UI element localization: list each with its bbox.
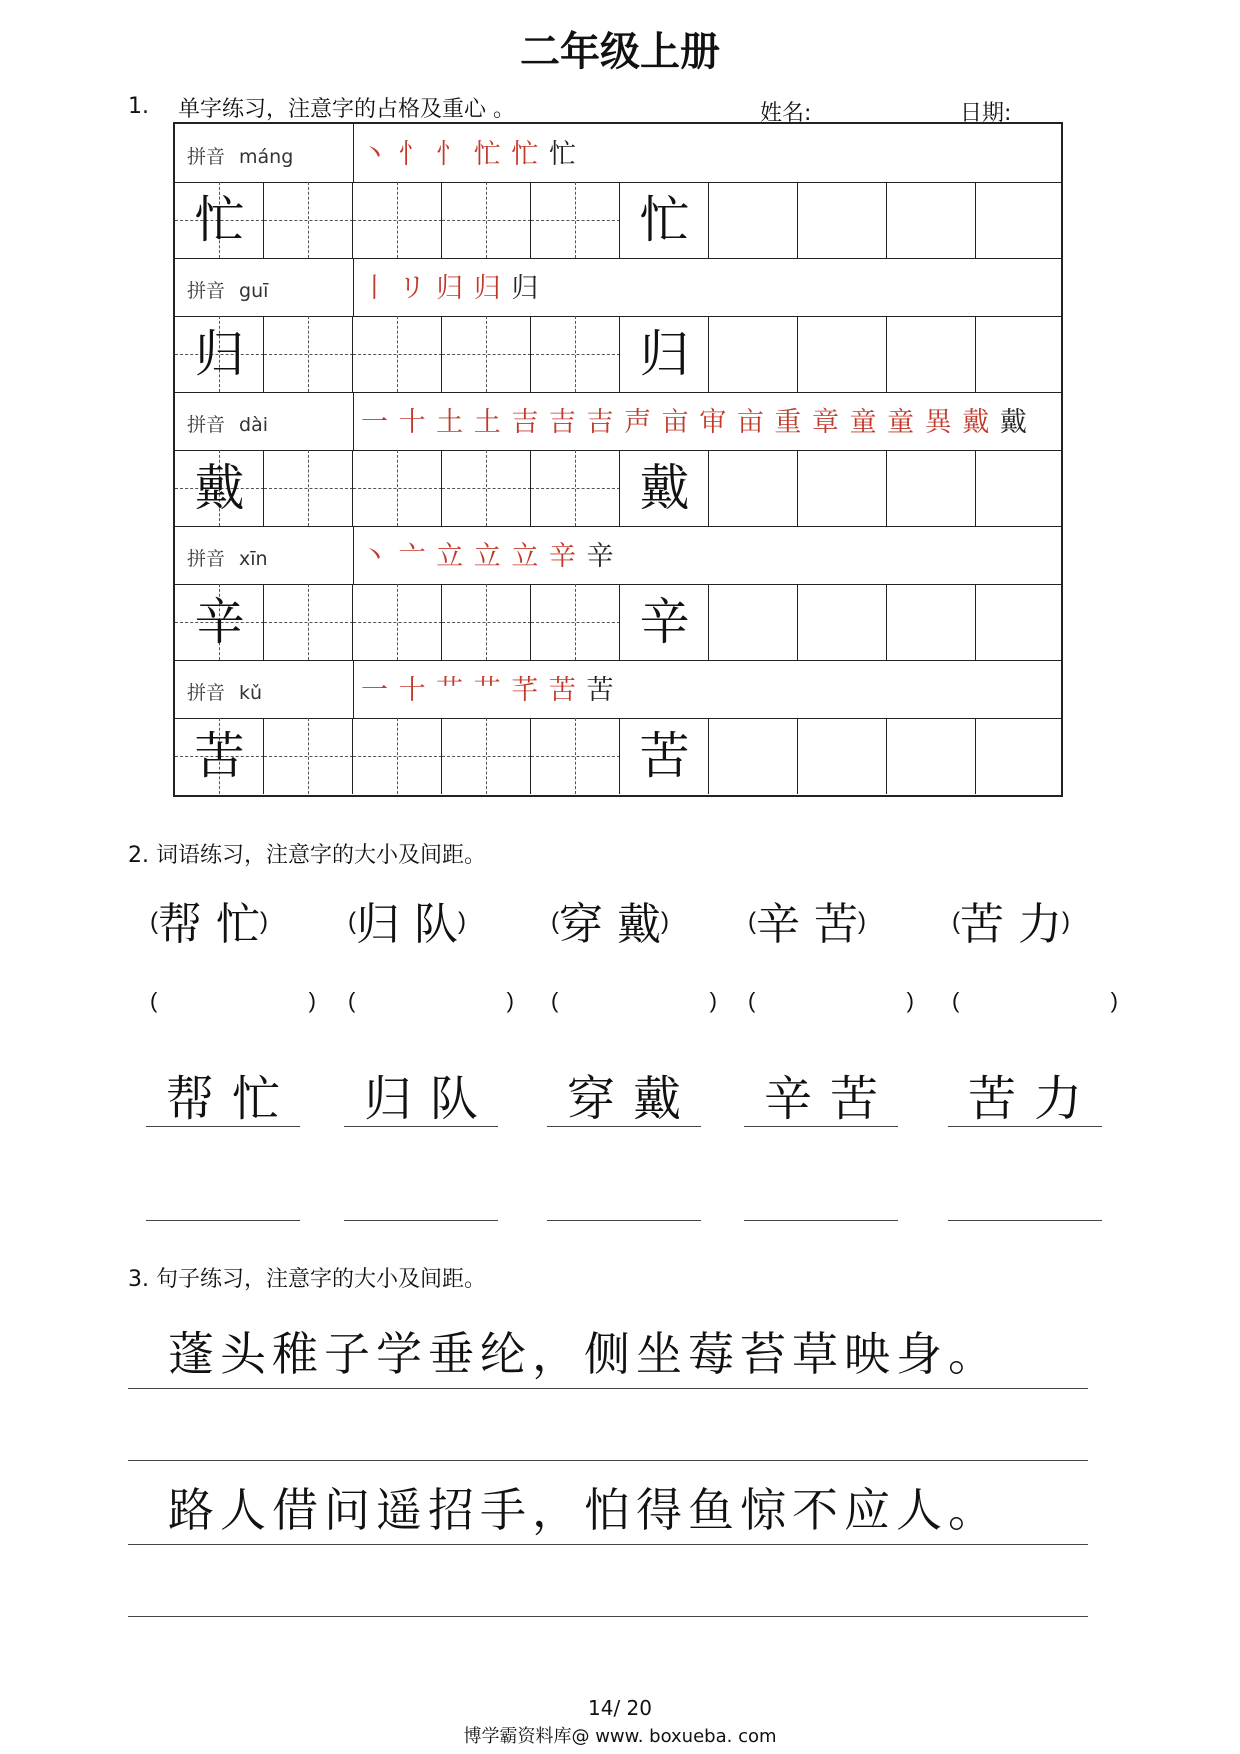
page-number: 14/ 20 <box>588 1696 652 1720</box>
writing-cell[interactable] <box>976 182 1065 258</box>
close-paren: ) <box>709 988 717 1013</box>
guide-horizontal <box>531 220 620 221</box>
guide-horizontal <box>353 756 442 757</box>
pinyin-divider <box>353 258 354 316</box>
stroke-order <box>361 668 615 707</box>
model-character-cell <box>620 316 709 392</box>
word-char-1: 穿 <box>567 1071 634 1127</box>
writing-cell[interactable] <box>264 718 353 794</box>
open-paren: ( <box>150 988 158 1013</box>
word-char-2: 戴 <box>617 899 661 950</box>
sentence-model: 蓬头稚子学垂纶，侧坐莓苔草映身。 <box>168 1327 1000 1381</box>
word-char-2: 力 <box>1034 1071 1101 1127</box>
model-character-cell <box>175 584 264 660</box>
writing-cell[interactable] <box>887 584 976 660</box>
section2-instruction: 2. 词语练习，注意字的大小及间距。 <box>128 843 486 868</box>
writing-cell[interactable] <box>709 450 798 526</box>
writing-cell[interactable] <box>531 182 620 258</box>
writing-cell[interactable] <box>353 316 442 392</box>
writing-cell[interactable] <box>264 182 353 258</box>
writing-cell[interactable] <box>887 718 976 794</box>
pinyin-divider <box>353 660 354 718</box>
pinyin-label <box>187 410 268 437</box>
close-paren: ) <box>661 908 669 935</box>
word-char-2: 忙 <box>216 899 260 950</box>
writing-cell[interactable] <box>353 182 442 258</box>
character-row <box>175 584 1061 661</box>
writing-cell[interactable] <box>442 450 531 526</box>
model-character: 苦 <box>639 727 690 785</box>
writing-cell[interactable] <box>798 718 887 794</box>
word-writing-line[interactable] <box>547 1126 701 1127</box>
model-character: 忙 <box>194 191 245 249</box>
open-paren: ( <box>748 908 756 935</box>
pinyin-row <box>175 392 1061 451</box>
model-character-cell <box>175 316 264 392</box>
sentence-model: 路人借问遥招手，怕得鱼惊不应人。 <box>168 1483 1000 1537</box>
word-copy <box>567 1060 699 1129</box>
stroke-order <box>361 266 539 305</box>
model-character-cell <box>620 450 709 526</box>
section3-instruction: 3. 句子练习，注意字的大小及间距。 <box>128 1267 486 1292</box>
word-writing-line[interactable] <box>948 1126 1102 1127</box>
pinyin-label <box>187 678 262 705</box>
model-character: 苦 <box>194 727 245 785</box>
writing-cell[interactable] <box>976 316 1065 392</box>
word-model <box>748 888 866 952</box>
open-paren: ( <box>150 908 158 935</box>
guide-horizontal <box>531 488 620 489</box>
guide-horizontal <box>442 622 531 623</box>
pinyin-blank[interactable] <box>150 988 316 1014</box>
close-paren: ) <box>458 908 466 935</box>
pinyin-text: xīn <box>239 548 268 570</box>
open-paren: ( <box>348 908 356 935</box>
close-paren: ) <box>1062 908 1070 935</box>
word-model <box>150 888 268 952</box>
stroke-final: 辛 <box>586 541 615 572</box>
word-writing-line[interactable] <box>344 1220 498 1221</box>
character-row <box>175 450 1061 527</box>
writing-cell[interactable] <box>264 316 353 392</box>
writing-cell[interactable] <box>709 316 798 392</box>
pinyin-prefix: 拼音 <box>187 280 226 302</box>
pinyin-blank[interactable] <box>748 988 914 1014</box>
model-character: 辛 <box>639 593 690 651</box>
pinyin-text: dài <box>239 414 268 436</box>
word-char-1: 苦 <box>960 899 1004 950</box>
writing-cell[interactable] <box>353 718 442 794</box>
guide-horizontal <box>531 756 620 757</box>
guide-horizontal <box>353 488 442 489</box>
word-char-2: 忙 <box>232 1071 299 1127</box>
pinyin-label <box>187 276 268 303</box>
writing-cell[interactable] <box>709 584 798 660</box>
writing-cell[interactable] <box>887 450 976 526</box>
guide-horizontal <box>264 488 353 489</box>
pinyin-blank[interactable] <box>551 988 717 1014</box>
sentence-writing-line[interactable] <box>128 1544 1088 1545</box>
character-row <box>175 182 1061 259</box>
word-char-2: 戴 <box>633 1071 700 1127</box>
pinyin-label <box>187 142 293 169</box>
page-title: 二年级上册 <box>520 29 720 75</box>
writing-cell[interactable] <box>442 718 531 794</box>
guide-horizontal <box>264 756 353 757</box>
writing-cell[interactable] <box>531 718 620 794</box>
writing-cell[interactable] <box>887 316 976 392</box>
guide-horizontal <box>531 622 620 623</box>
guide-horizontal <box>442 220 531 221</box>
model-character: 归 <box>639 325 690 383</box>
section1-instruction: 单字练习，注意字的占格及重心 。 <box>178 97 515 122</box>
pinyin-text: máng <box>239 146 294 168</box>
pinyin-prefix: 拼音 <box>187 414 226 436</box>
pinyin-divider <box>353 392 354 450</box>
guide-horizontal <box>442 488 531 489</box>
sentence-writing-line[interactable] <box>128 1388 1088 1389</box>
writing-cell[interactable] <box>887 182 976 258</box>
word-copy <box>764 1060 896 1129</box>
stroke-sequence: 一 十 艹 艹 芊 苦 <box>361 675 577 706</box>
pinyin-row <box>175 124 1061 183</box>
pinyin-row <box>175 258 1061 317</box>
word-char-2: 苦 <box>814 899 858 950</box>
writing-cell[interactable] <box>531 450 620 526</box>
open-paren: ( <box>551 908 559 935</box>
word-char-1: 穿 <box>559 899 603 950</box>
character-row <box>175 316 1061 393</box>
guide-horizontal <box>264 622 353 623</box>
model-character: 戴 <box>639 459 690 517</box>
pinyin-blank[interactable] <box>348 988 514 1014</box>
guide-horizontal <box>442 756 531 757</box>
writing-cell[interactable] <box>264 584 353 660</box>
word-char-1: 辛 <box>756 899 800 950</box>
word-writing-line[interactable] <box>744 1126 898 1127</box>
writing-cell[interactable] <box>442 182 531 258</box>
guide-horizontal <box>353 220 442 221</box>
pinyin-divider <box>353 526 354 584</box>
word-model <box>952 888 1070 952</box>
writing-cell[interactable] <box>353 450 442 526</box>
stroke-sequence: 一 十 土 土 吉 吉 吉 声 亩 审 亩 重 章 童 童 異 戴 <box>361 407 991 438</box>
model-character: 戴 <box>194 459 245 517</box>
stroke-final: 忙 <box>548 139 577 170</box>
model-character-cell <box>620 718 709 794</box>
model-character-cell <box>620 182 709 258</box>
writing-cell[interactable] <box>798 584 887 660</box>
writing-cell[interactable] <box>976 450 1065 526</box>
writing-cell[interactable] <box>353 584 442 660</box>
model-character: 忙 <box>639 191 690 249</box>
writing-cell[interactable] <box>709 182 798 258</box>
word-char-2: 苦 <box>830 1071 897 1127</box>
word-writing-line[interactable] <box>744 1220 898 1221</box>
guide-horizontal <box>442 354 531 355</box>
word-char-1: 辛 <box>764 1071 831 1127</box>
pinyin-divider <box>353 124 354 182</box>
character-row <box>175 718 1061 794</box>
word-model <box>348 888 466 952</box>
stroke-order <box>361 534 615 573</box>
word-copy <box>968 1060 1100 1129</box>
writing-cell[interactable] <box>531 316 620 392</box>
word-copy <box>364 1060 496 1129</box>
close-paren: ) <box>506 988 514 1013</box>
guide-horizontal <box>264 354 353 355</box>
pinyin-label <box>187 544 268 571</box>
guide-horizontal <box>353 622 442 623</box>
close-paren: ) <box>858 908 866 935</box>
pinyin-row <box>175 660 1061 719</box>
pinyin-prefix: 拼音 <box>187 146 226 168</box>
model-character-cell <box>620 584 709 660</box>
word-model <box>551 888 669 952</box>
model-character: 归 <box>194 325 245 383</box>
writing-cell[interactable] <box>709 718 798 794</box>
model-character-cell <box>175 182 264 258</box>
pinyin-row <box>175 526 1061 585</box>
word-copy <box>166 1060 298 1129</box>
section1-number: 1. <box>128 94 149 119</box>
stroke-final: 苦 <box>586 675 615 706</box>
word-char-1: 归 <box>364 1071 431 1127</box>
writing-cell[interactable] <box>976 718 1065 794</box>
word-char-1: 苦 <box>968 1071 1035 1127</box>
character-practice-grid <box>173 122 1063 797</box>
pinyin-text: kǔ <box>239 682 263 704</box>
pinyin-text: guī <box>239 280 269 302</box>
guide-horizontal <box>531 354 620 355</box>
guide-horizontal <box>264 220 353 221</box>
model-character: 辛 <box>194 593 245 651</box>
writing-cell[interactable] <box>264 450 353 526</box>
close-paren: ) <box>308 988 316 1013</box>
open-paren: ( <box>952 988 960 1013</box>
word-char-2: 队 <box>430 1071 497 1127</box>
name-label: 姓名: <box>760 101 812 126</box>
word-writing-line[interactable] <box>344 1126 498 1127</box>
word-writing-line[interactable] <box>146 1220 300 1221</box>
writing-cell[interactable] <box>531 584 620 660</box>
sentence-writing-line[interactable] <box>128 1616 1088 1617</box>
stroke-sequence: 丨 リ 归 归 <box>361 273 502 304</box>
stroke-sequence: 丶 亠 立 立 立 辛 <box>361 541 577 572</box>
word-char-2: 队 <box>414 899 458 950</box>
close-paren: ) <box>906 988 914 1013</box>
writing-cell[interactable] <box>442 584 531 660</box>
model-character-cell <box>175 718 264 794</box>
pinyin-prefix: 拼音 <box>187 548 226 570</box>
open-paren: ( <box>748 988 756 1013</box>
word-writing-line[interactable] <box>948 1220 1102 1221</box>
pinyin-prefix: 拼音 <box>187 682 226 704</box>
word-char-1: 帮 <box>166 1071 233 1127</box>
writing-cell[interactable] <box>798 182 887 258</box>
stroke-final: 归 <box>511 273 540 304</box>
sentence-writing-line[interactable] <box>128 1460 1088 1461</box>
stroke-order <box>361 400 1028 439</box>
stroke-order <box>361 132 577 171</box>
word-char-1: 归 <box>356 899 400 950</box>
guide-horizontal <box>353 354 442 355</box>
open-paren: ( <box>348 988 356 1013</box>
date-label: 日期: <box>960 101 1012 126</box>
word-char-2: 力 <box>1018 899 1062 950</box>
model-character-cell <box>175 450 264 526</box>
open-paren: ( <box>952 908 960 935</box>
pinyin-blank[interactable] <box>952 988 1118 1014</box>
close-paren: ) <box>1110 988 1118 1013</box>
close-paren: ) <box>260 908 268 935</box>
footer-website: 博学霸资料库@ www. boxueba. com <box>463 1726 777 1747</box>
writing-cell[interactable] <box>798 450 887 526</box>
open-paren: ( <box>551 988 559 1013</box>
writing-cell[interactable] <box>976 584 1065 660</box>
word-writing-line[interactable] <box>547 1220 701 1221</box>
stroke-final: 戴 <box>999 407 1028 438</box>
stroke-sequence: 丶 忄 忄 忙 忙 <box>361 139 540 170</box>
writing-cell[interactable] <box>798 316 887 392</box>
writing-cell[interactable] <box>442 316 531 392</box>
word-char-1: 帮 <box>158 899 202 950</box>
word-writing-line[interactable] <box>146 1126 300 1127</box>
